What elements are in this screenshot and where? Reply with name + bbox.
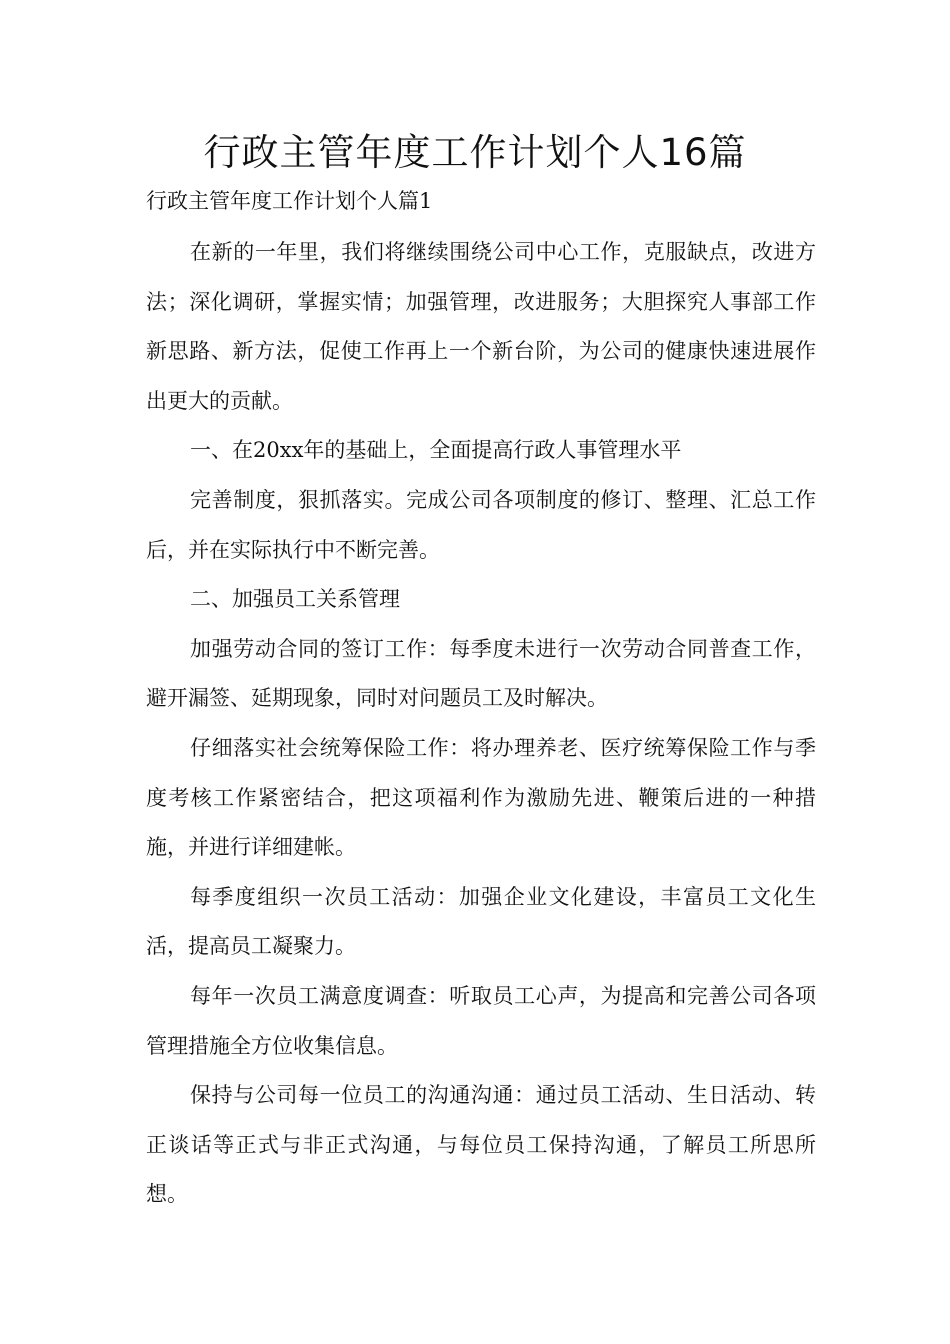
paragraph-survey: 每年一次员工满意度调查：听取员工心声，为提高和完善公司各项管理措施全方位收集信息。	[146, 983, 816, 1058]
heading-item-1: 一、在20xx年的基础上，全面提高行政人事管理水平	[190, 438, 682, 463]
document-title: 行政主管年度工作计划个人16篇	[203, 131, 747, 174]
paragraph-insurance: 仔细落实社会统筹保险工作：将办理养老、医疗统筹保险工作与季度考核工作紧密结合，把这项福利作为激励先进、鞭策后进的一种措施，并进行详细建帐。	[146, 735, 816, 860]
paragraph-intro: 在新的一年里，我们将继续围绕公司中心工作，克服缺点，改进方法；深化调研，掌握实情；加强管理，改进服务；大胆探究人事部工作新思路、新方法，促使工作再上一个新台阶，为公司的健康快速进展作出更大的贡献。	[146, 240, 816, 413]
document-body	[146, 228, 816, 1220]
heading-item-2: 二、加强员工关系管理	[190, 587, 400, 612]
paragraph-communication: 保持与公司每一位员工的沟通沟通：通过员工活动、生日活动、转正谈话等正式与非正式沟通，与每位员工保持沟通，了解员工所思所想。	[146, 1083, 816, 1207]
paragraph-contracts: 加强劳动合同的签订工作：每季度未进行一次劳动合同普查工作，避开漏签、延期现象，同时对问题员工及时解决。	[146, 636, 816, 711]
paragraph-system: 完善制度，狠抓落实。完成公司各项制度的修订、整理、汇总工作后，并在实际执行中不断完善。	[146, 487, 816, 562]
section-heading: 行政主管年度工作计划个人篇1	[146, 189, 433, 213]
paragraph-activities: 每季度组织一次员工活动：加强企业文化建设，丰富员工文化生活，提高员工凝聚力。	[146, 884, 816, 959]
